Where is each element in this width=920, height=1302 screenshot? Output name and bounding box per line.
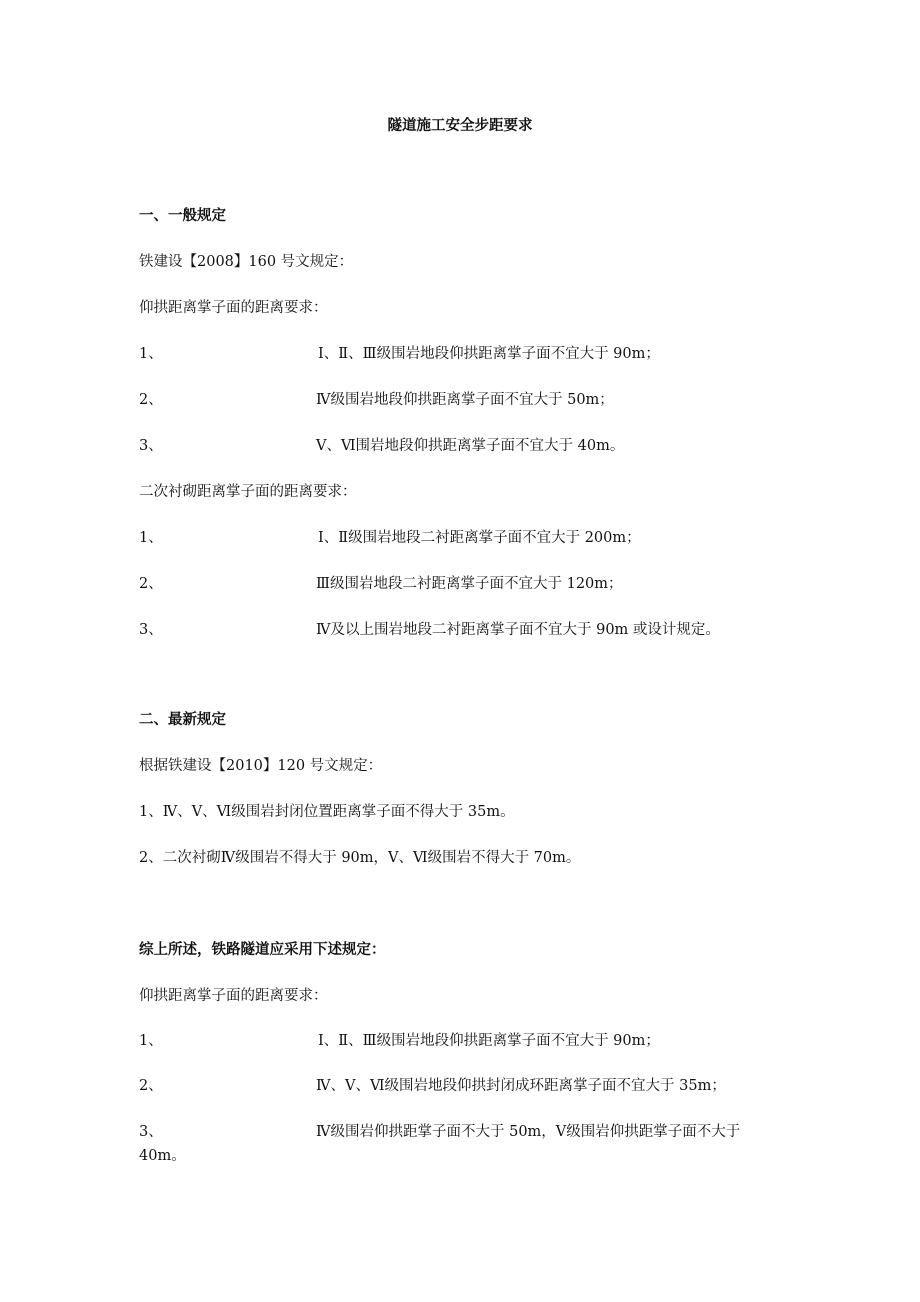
- section3-heading: 综上所述，铁路隧道应采用下述规定：: [139, 942, 386, 958]
- list-item-text: Ⅳ级围岩仰拱距掌子面不大于 50m，Ⅴ级围岩仰拱距掌子面不大于: [316, 1124, 741, 1140]
- list-item-number: 2、: [139, 392, 163, 408]
- list-item-number: 3、: [139, 1124, 163, 1140]
- list-item-text: Ⅳ及以上围岩地段二衬距离掌子面不宜大于 90m 或设计规定。: [316, 622, 720, 638]
- page-title: 隧道施工安全步距要求: [387, 118, 533, 134]
- list-item: 1、Ⅳ、Ⅴ、Ⅵ级围岩封闭位置距离掌子面不得大于 35m。: [139, 804, 515, 820]
- section1-heading: 一、一般规定: [139, 208, 226, 224]
- list-item: 2、二次衬砌Ⅳ级围岩不得大于 90m，Ⅴ、Ⅵ级围岩不得大于 70m。: [139, 850, 581, 866]
- section1-invert-heading: 仰拱距离掌子面的距离要求：: [139, 300, 328, 316]
- list-item-text: Ⅳ、Ⅴ、Ⅵ级围岩地段仰拱封闭成环距离掌子面不宜大于 35m；: [316, 1078, 726, 1094]
- list-item-text: Ⅴ、Ⅵ围岩地段仰拱距离掌子面不宜大于 40m。: [316, 438, 625, 454]
- list-item-text: Ⅰ、Ⅱ、Ⅲ级围岩地段仰拱距离掌子面不宜大于 90m；: [318, 1033, 660, 1049]
- list-item-text: Ⅲ级围岩地段二衬距离掌子面不宜大于 120m；: [316, 576, 623, 592]
- list-item-number: 1、: [139, 346, 163, 362]
- section3-invert-heading: 仰拱距离掌子面的距离要求：: [139, 988, 328, 1004]
- list-item-text: Ⅳ级围岩地段仰拱距离掌子面不宜大于 50m；: [316, 392, 614, 408]
- list-item-text: Ⅰ、Ⅱ、Ⅲ级围岩地段仰拱距离掌子面不宜大于 90m；: [318, 346, 660, 362]
- list-item-number: 2、: [139, 576, 163, 592]
- section1-lining-heading: 二次衬砌距离掌子面的距离要求：: [139, 484, 357, 500]
- list-item-number: 1、: [139, 1033, 163, 1049]
- list-item-text: Ⅰ、Ⅱ级围岩地段二衬距离掌子面不宜大于 200m；: [318, 530, 641, 546]
- list-item-number: 1、: [139, 530, 163, 546]
- section1-intro: 铁建设【2008】160 号文规定：: [139, 254, 354, 270]
- section2-heading: 二、最新规定: [139, 712, 226, 728]
- section2-intro: 根据铁建设【2010】120 号文规定：: [139, 758, 383, 774]
- list-item-continuation: 40m。: [139, 1148, 186, 1164]
- list-item-number: 3、: [139, 438, 163, 454]
- list-item-number: 2、: [139, 1078, 163, 1094]
- list-item-number: 3、: [139, 622, 163, 638]
